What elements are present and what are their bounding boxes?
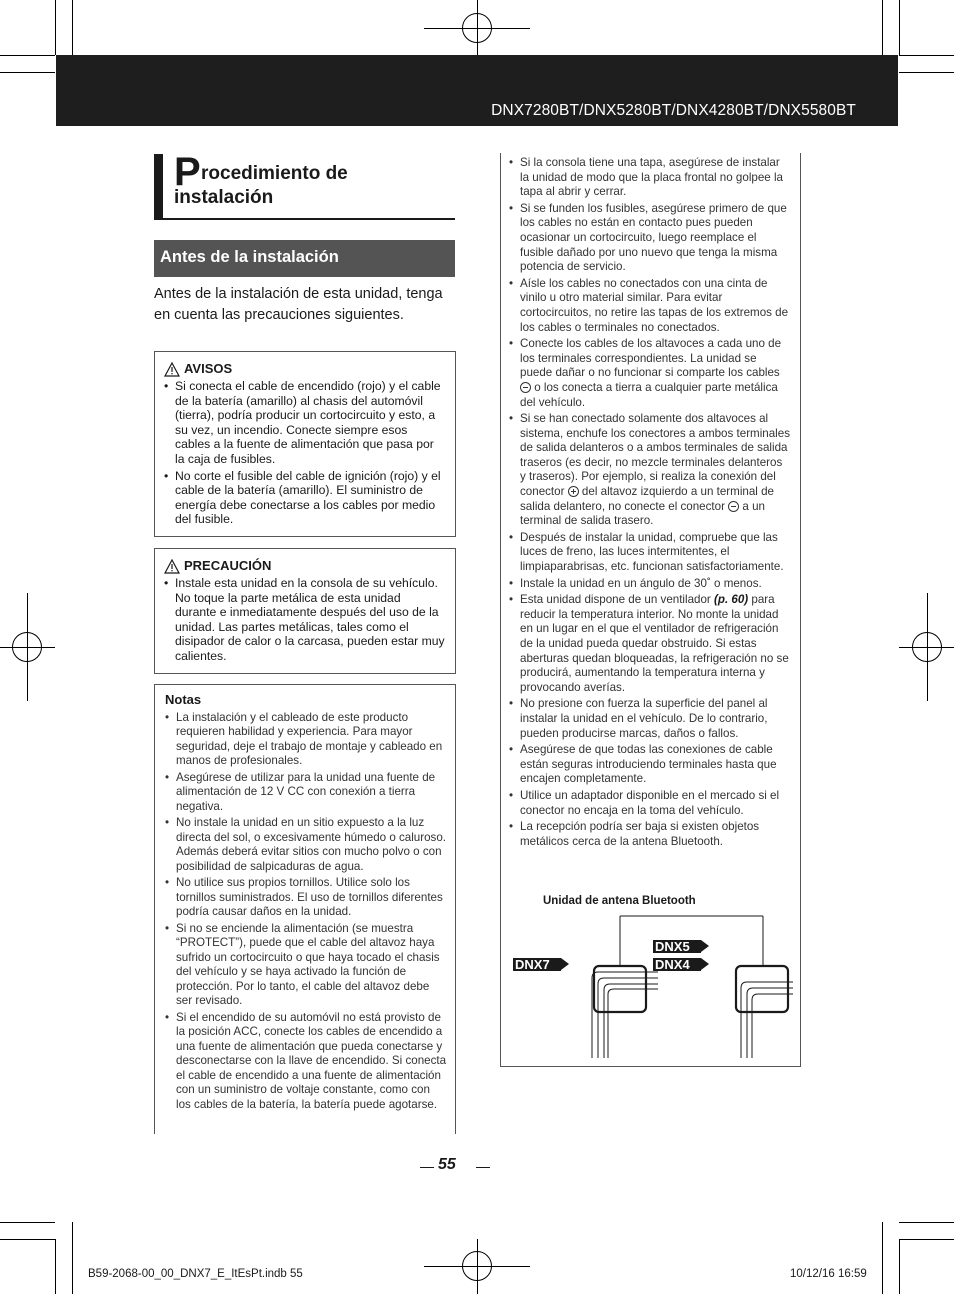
antenna-location-diagram [508, 908, 793, 1058]
list-item: • Aísle los cables no conectados con una cinta de vinilo u otro material similar. Para evitar cortocircuitos, no retire las tapas de los extremos de los cables o terminales no conectados. [509, 277, 790, 335]
badge-dnx4: DNX4 [653, 958, 701, 971]
list-item: • Si se funden los fusibles, asegúrese primero de que los cables no están en contacto pues pueden ocasionar un cortocircuito, luego reemplace el fusible dañado por uno nuevo que tenga la misma potencia de servicio. [509, 202, 790, 275]
badge-dnx7: DNX7 [513, 958, 561, 971]
page-title [154, 150, 455, 220]
title-line-1: rocedimiento de [201, 163, 348, 184]
page-number-dash-left [420, 1167, 434, 1168]
list-item: • Si la consola tiene una tapa, asegúrese de instalar la unidad de modo que la placa frontal no golpee la tapa al abrir y cerrar. [509, 156, 790, 200]
list-item: • Conecte los cables de los altavoces a cada uno de los terminales correspondientes. La unidad se puede dañar o no funcionar si comparte los cables o los conecta a tierra a cualquier parte metálica del vehículo. [509, 337, 790, 410]
notas-heading: Notas [165, 692, 202, 707]
page-number-dash-right [476, 1167, 490, 1168]
list-item: • Esta unidad dispone de un ventilador (p. 60) para reducir la temperatura interior. No monte la unidad en un lugar en el que el ventilador de refrigeración de la unidad pueda quedar obstruido. Si estas aberturas quedan bloqueadas, la refrigeración no se producirá, aumentando la temperatura interna y provocando averías. [509, 593, 790, 695]
page-reference-link[interactable]: (p. 60) [714, 593, 749, 607]
avisos-heading: AVISOS [164, 362, 445, 377]
list-item: • No utilice sus propios tornillos. Utilice solo los tornillos suministrados. El uso de tornillos diferentes podría causar daños en la unidad. [165, 876, 447, 920]
list-item: • Asegúrese de utilizar para la unidad una fuente de alimentación de 12 V CC con conexión a tierra negativa. [165, 771, 447, 815]
avisos-box [154, 351, 456, 537]
list-item: • Después de instalar la unidad, compruebe que las luces de freno, las luces intermitentes, el limpiaparabrisas, etc. funcionan satisfactoriamente. [509, 531, 790, 575]
precaucion-heading: PRECAUCIÓN [164, 559, 445, 574]
list-item: • No instale la unidad en un sitio expuesto a la luz directa del sol, o excesivamente húmedo o caluroso. Además deberá evitar sitios con mucho polvo o con posibilidad de salpicaduras de agua. [165, 816, 447, 874]
title-line-2: instalación [174, 187, 274, 208]
list-item: • Si el encendido de su automóvil no está provisto de la posición ACC, conecte los cables de encendido a una fuente de alimentación que pueda conectarse y desconectarse con la llave de encendido. Si conecta el cable de encendido a una fuente de alimentación con un suministro de voltaje constante, como con los cables de la batería, la batería puede agotarse. [165, 1011, 447, 1113]
list-item: • La instalación y el cableado de este producto requieren habilidad y experiencia. Para mayor seguridad, deje el trabajo de montaje y cableado en manos de profesionales. [165, 711, 447, 769]
list-item: • No presione con fuerza la superficie del panel al instalar la unidad en el vehículo. De lo contrario, pueden producirse marcas, daños o fallos. [509, 697, 790, 741]
section-heading [154, 240, 455, 277]
list-item: • Si no se enciende la alimentación (se muestra “PROTECT”), puede que el cable del altavoz haya sufrido un cortocircuito o que haya tocado el chasis del vehículo y se haya activado la función de protección. Por lo tanto, el cable del altavoz debe ser revisado. [165, 922, 447, 1009]
footer-file-info: B59-2068-00_00_DNX7_E_ItEsPt.indb 55 [88, 1268, 303, 1280]
diagram-label: Unidad de antena Bluetooth [543, 895, 696, 907]
intro-text: Antes de la instalación de esta unidad, tenga en cuenta las precauciones siguientes. [154, 286, 443, 323]
footer-datetime: 10/12/16 16:59 [790, 1268, 867, 1280]
title-initial: P [174, 150, 201, 194]
notas-box [154, 684, 456, 1134]
list-item: • Utilice un adaptador disponible en el mercado si el conector no encaja en la toma del vehículo. [509, 789, 790, 818]
precaucion-box [154, 548, 456, 674]
list-item: • La recepción podría ser baja si existen objetos metálicos cerca de la antena Bluetooth. [509, 820, 790, 849]
page-number: 55 [438, 1156, 456, 1173]
model-numbers: DNX7280BT/DNX5280BT/DNX4280BT/DNX5580BT [491, 102, 856, 119]
list-item: • Instale esta unidad en la consola de su vehículo. No toque la parte metálica de esta unidad durante e inmediatamente después del uso de la unidad. Las partes metálicas, tales como el disipador de calor o la carcasa, pueden estar muy calientes. [164, 576, 445, 664]
warning-triangle-icon [164, 362, 180, 377]
minus-terminal-icon [520, 382, 531, 393]
list-item: • No corte el fusible del cable de ignición (rojo) y el cable de la batería (amarillo). El suministro de energía debe conectarse a los cables por medio del fusible. [164, 469, 445, 527]
list-item: • Si se han conectado solamente dos altavoces al sistema, enchufe los conectores a ambos terminales de salida delanteros o a ambos terminales de salida traseros (es decir, no mezcle terminales delanteros y traseros). Por ejemplo, si realiza la conexión del conector del altavoz izquierdo a un terminal de salida delantero, no conecte el conector a un terminal de salida trasero. [509, 412, 790, 529]
title-accent-bar [154, 154, 163, 218]
badge-dnx5: DNX5 [653, 940, 701, 953]
plus-terminal-icon [568, 486, 579, 497]
warning-triangle-icon [164, 559, 180, 574]
list-item: • Si conecta el cable de encendido (rojo) y el cable de la batería (amarillo) al chasis del automóvil (tierra), podría producir un cortocircuito y esto, a su vez, un incendio. Conecte siempre esos cables a la fuente de alimentación que pasa por la caja de fusibles. [164, 379, 445, 467]
minus-terminal-icon [728, 501, 739, 512]
list-item: • Asegúrese de que todas las conexiones de cable están seguras introduciendo terminales hasta que encajen completamente. [509, 743, 790, 787]
list-item: • Instale la unidad en un ángulo de 30˚ o menos. [509, 577, 790, 592]
section-title: Antes de la instalación [160, 248, 339, 266]
